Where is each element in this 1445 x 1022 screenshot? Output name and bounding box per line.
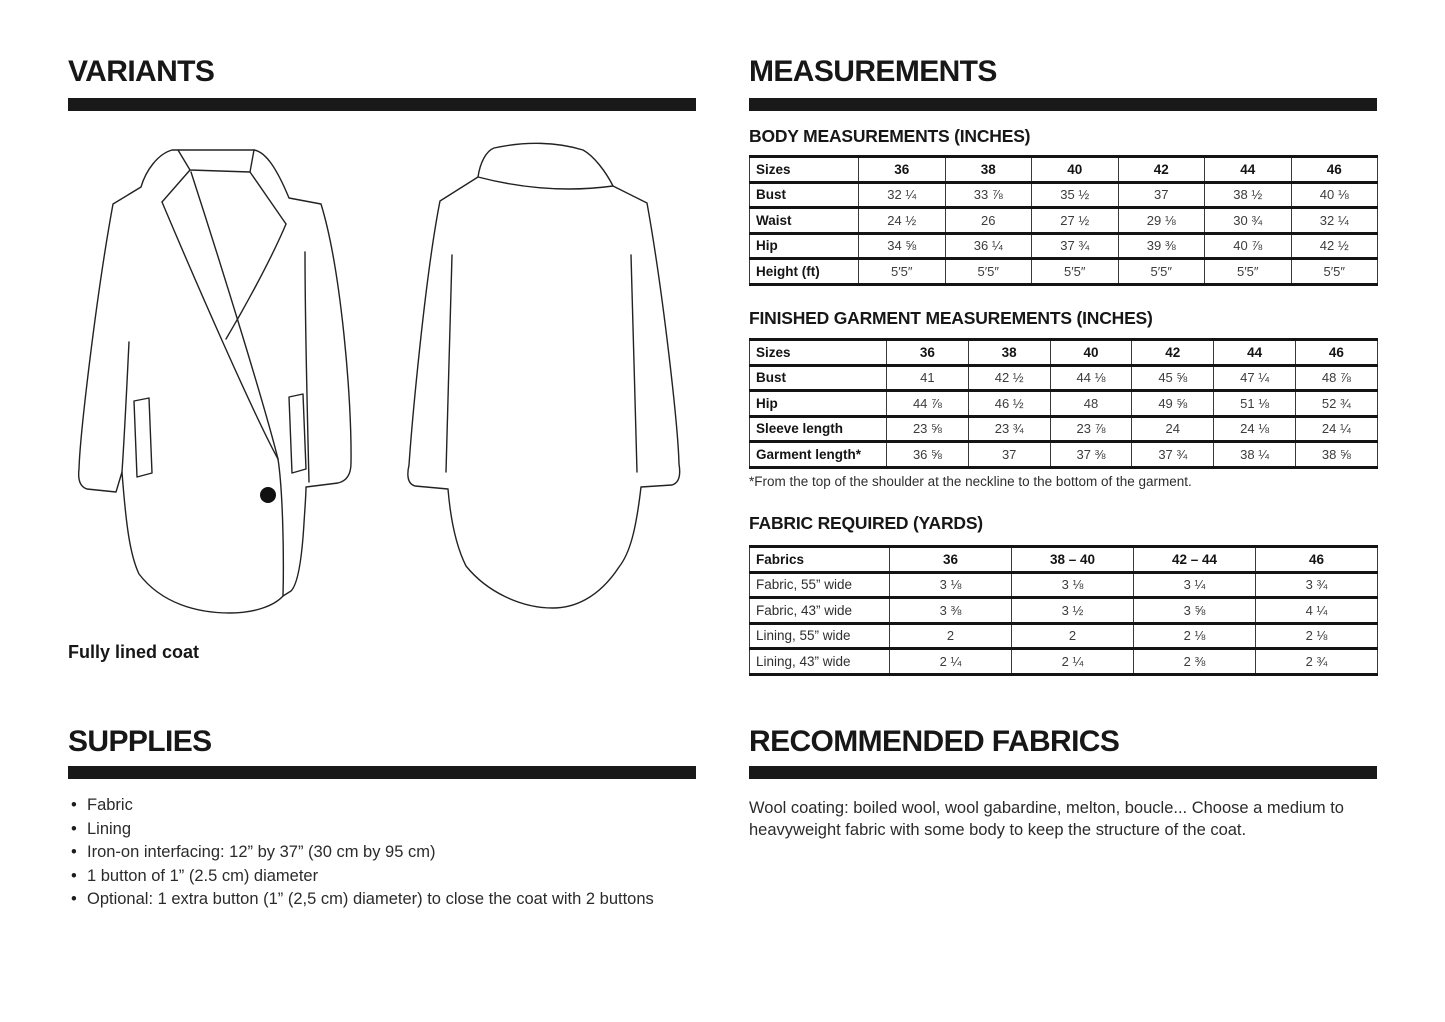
size-column-header: 36	[890, 547, 1012, 573]
size-column-header: 46	[1256, 547, 1378, 573]
measurement-value: 40 ⅛	[1291, 182, 1378, 208]
measurement-value: 5′5″	[1032, 259, 1119, 285]
measurement-value: 46 ½	[968, 391, 1050, 417]
row-label: Fabric, 43” wide	[750, 598, 890, 624]
supplies-item: • Optional: 1 extra button (1” (2,5 cm) diameter) to close the coat with 2 buttons	[70, 888, 690, 912]
table-row	[750, 416, 1378, 442]
measurement-value: 37	[968, 442, 1050, 468]
supplies-item: • Lining	[70, 818, 690, 842]
measurement-value: 48 ⅞	[1295, 365, 1377, 391]
table-row	[750, 391, 1378, 417]
measurement-value: 24	[1132, 416, 1214, 442]
measurement-value: 30 ¾	[1205, 208, 1292, 234]
measurement-value: 49 ⅝	[1132, 391, 1214, 417]
measurement-value: 3 ⅜	[890, 598, 1012, 624]
measurement-value: 5′5″	[859, 259, 946, 285]
table-row	[750, 259, 1378, 285]
table-row	[750, 233, 1378, 259]
coat-back-illustration	[400, 137, 700, 619]
row-label: Lining, 43” wide	[750, 649, 890, 675]
measurement-value: 3 ¼	[1134, 572, 1256, 598]
supplies-item: • Fabric	[70, 794, 690, 818]
measurement-value: 24 ⅛	[1214, 416, 1296, 442]
finished-garment-table	[749, 338, 1378, 469]
left-column	[68, 0, 696, 1022]
right-column	[749, 0, 1377, 1022]
measurement-value: 3 ⅛	[1012, 572, 1134, 598]
measurement-value: 39 ⅜	[1118, 233, 1205, 259]
measurement-value: 2 ⅛	[1134, 623, 1256, 649]
row-label: Bust	[750, 365, 887, 391]
label-column-header: Sizes	[750, 157, 859, 183]
table-header-row	[750, 547, 1378, 573]
measurement-value: 41	[887, 365, 969, 391]
finished-garment-heading: FINISHED GARMENT MEASUREMENTS (INCHES)	[749, 308, 1153, 328]
row-label: Sleeve length	[750, 416, 887, 442]
measurement-value: 4 ¼	[1256, 598, 1378, 624]
size-column-header: 40	[1050, 340, 1132, 366]
measurements-title: MEASUREMENTS	[749, 55, 997, 88]
garment-length-footnote: *From the top of the shoulder at the neckline to the bottom of the garment.	[749, 474, 1192, 489]
row-label: Hip	[750, 391, 887, 417]
measurement-value: 34 ⅝	[859, 233, 946, 259]
measurement-value: 36 ¼	[945, 233, 1032, 259]
fabric-required-heading: FABRIC REQUIRED (YARDS)	[749, 513, 983, 533]
row-label: Fabric, 55” wide	[750, 572, 890, 598]
row-label: Garment length*	[750, 442, 887, 468]
supplies-title: SUPPLIES	[68, 725, 212, 758]
fabric-required-table	[749, 545, 1378, 676]
variants-divider-bar	[68, 98, 696, 111]
measurement-value: 2 ¼	[890, 649, 1012, 675]
measurement-value: 38 ⅝	[1295, 442, 1377, 468]
measurement-value: 35 ½	[1032, 182, 1119, 208]
size-column-header: 42 – 44	[1134, 547, 1256, 573]
coat-front-outline	[79, 150, 351, 613]
measurement-value: 2	[1012, 623, 1134, 649]
measurement-value: 2 ¼	[1012, 649, 1134, 675]
measurement-value: 2 ¾	[1256, 649, 1378, 675]
measurement-value: 38 ½	[1205, 182, 1292, 208]
measurement-value: 3 ⅝	[1134, 598, 1256, 624]
label-column-header: Sizes	[750, 340, 887, 366]
size-column-header: 46	[1291, 157, 1378, 183]
measurement-value: 23 ⅝	[887, 416, 969, 442]
variant-caption: Fully lined coat	[68, 642, 200, 662]
measurement-value: 3 ½	[1012, 598, 1134, 624]
measurement-value: 42 ½	[968, 365, 1050, 391]
table-row	[750, 182, 1378, 208]
size-column-header: 36	[887, 340, 969, 366]
body-measurements-heading: BODY MEASUREMENTS (INCHES)	[749, 126, 1031, 146]
measurement-value: 23 ⅞	[1050, 416, 1132, 442]
measurement-value: 3 ⅛	[890, 572, 1012, 598]
measurement-value: 5′5″	[1291, 259, 1378, 285]
size-column-header: 46	[1295, 340, 1377, 366]
measurement-value: 51 ⅛	[1214, 391, 1296, 417]
size-column-header: 42	[1132, 340, 1214, 366]
supplies-item: • Iron-on interfacing: 12” by 37” (30 cm by 95 cm)	[70, 841, 690, 865]
table-row	[750, 208, 1378, 234]
measurement-value: 24 ½	[859, 208, 946, 234]
measurement-value: 24 ¼	[1295, 416, 1377, 442]
coat-button	[260, 487, 276, 503]
row-label: Lining, 55” wide	[750, 623, 890, 649]
size-column-header: 44	[1214, 340, 1296, 366]
measurement-value: 44 ⅛	[1050, 365, 1132, 391]
recommended-fabrics-title: RECOMMENDED FABRICS	[749, 725, 1120, 758]
variants-title: VARIANTS	[68, 55, 215, 88]
table-header-row	[750, 157, 1378, 183]
measurement-value: 42 ½	[1291, 233, 1378, 259]
measurement-value: 36 ⅝	[887, 442, 969, 468]
supplies-item: • 1 button of 1” (2.5 cm) diameter	[70, 865, 690, 889]
row-label: Height (ft)	[750, 259, 859, 285]
table-row	[750, 598, 1378, 624]
row-label: Hip	[750, 233, 859, 259]
measurement-value: 2 ⅜	[1134, 649, 1256, 675]
label-column-header: Fabrics	[750, 547, 890, 573]
table-row	[750, 442, 1378, 468]
supplies-divider-bar	[68, 766, 696, 779]
measurement-value: 48	[1050, 391, 1132, 417]
size-column-header: 38	[968, 340, 1050, 366]
recommended-divider-bar	[749, 766, 1377, 779]
measurement-value: 37 ¾	[1032, 233, 1119, 259]
size-column-header: 36	[859, 157, 946, 183]
measurement-value: 5′5″	[1205, 259, 1292, 285]
size-column-header: 38	[945, 157, 1032, 183]
body-measurements-table	[749, 155, 1378, 286]
measurement-value: 26	[945, 208, 1032, 234]
row-label: Waist	[750, 208, 859, 234]
table-header-row	[750, 340, 1378, 366]
size-column-header: 42	[1118, 157, 1205, 183]
measurement-value: 29 ⅛	[1118, 208, 1205, 234]
measurement-value: 40 ⅞	[1205, 233, 1292, 259]
measurement-value: 38 ¼	[1214, 442, 1296, 468]
measurement-value: 37 ¾	[1132, 442, 1214, 468]
recommended-fabrics-text: Wool coating: boiled wool, wool gabardine, melton, boucle... Choose a medium to heavyweight fabric with some body to keep the structure of the coat.	[749, 799, 1344, 839]
row-label: Bust	[750, 182, 859, 208]
measurement-value: 52 ¾	[1295, 391, 1377, 417]
measurement-value: 32 ¼	[1291, 208, 1378, 234]
measurement-value: 45 ⅝	[1132, 365, 1214, 391]
table-row	[750, 365, 1378, 391]
table-row	[750, 572, 1378, 598]
measurement-value: 37 ⅜	[1050, 442, 1132, 468]
size-column-header: 38 – 40	[1012, 547, 1134, 573]
measurement-value: 47 ¼	[1214, 365, 1296, 391]
coat-front-illustration	[70, 137, 392, 619]
table-row	[750, 649, 1378, 675]
measurement-value: 37	[1118, 182, 1205, 208]
supplies-list	[70, 794, 690, 912]
measurement-value: 2	[890, 623, 1012, 649]
measurement-value: 3 ¾	[1256, 572, 1378, 598]
measurement-value: 27 ½	[1032, 208, 1119, 234]
size-column-header: 40	[1032, 157, 1119, 183]
measurement-value: 5′5″	[945, 259, 1032, 285]
measurements-divider-bar	[749, 98, 1377, 111]
measurement-value: 5′5″	[1118, 259, 1205, 285]
table-row	[750, 623, 1378, 649]
measurement-value: 32 ¼	[859, 182, 946, 208]
size-column-header: 44	[1205, 157, 1292, 183]
measurement-value: 44 ⅞	[887, 391, 969, 417]
measurement-value: 33 ⅞	[945, 182, 1032, 208]
measurement-value: 2 ⅛	[1256, 623, 1378, 649]
measurement-value: 23 ¾	[968, 416, 1050, 442]
